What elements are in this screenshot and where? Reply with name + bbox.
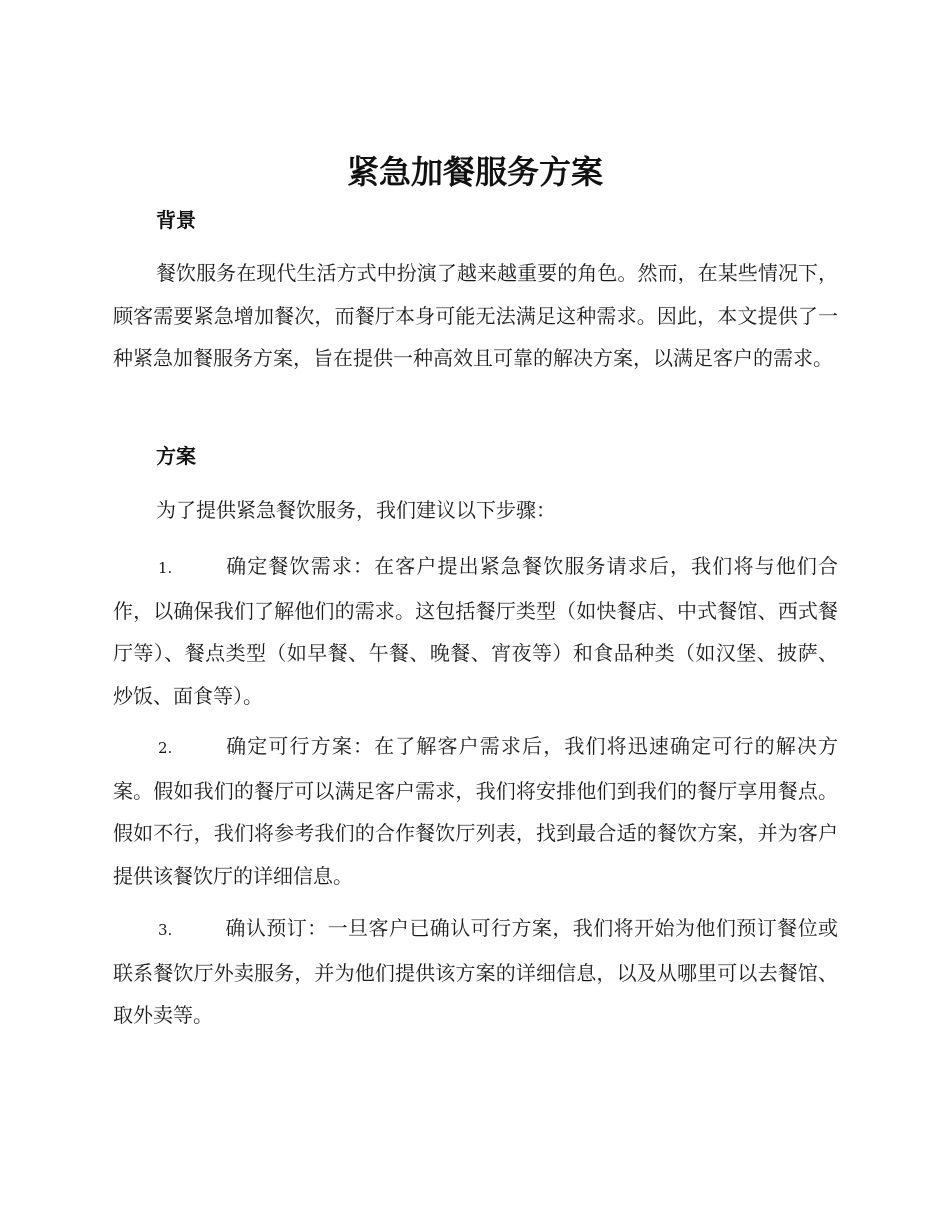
- plan-intro-paragraph: 为了提供紧急餐饮服务，我们建议以下步骤：: [156, 498, 556, 522]
- section-heading-background: 背景: [156, 208, 196, 232]
- list-item-number: 2.: [158, 739, 173, 757]
- section-heading-plan: 方案: [156, 444, 196, 468]
- list-item: [113, 545, 838, 717]
- list-item-text: 确定可行方案：在了解客户需求后，我们将迅速确定可行的解决方案。假如我们的餐厅可以满足客户需求，我们将安排他们到我们的餐厅享用餐点。假如不行，我们将参考我们的合作餐饮厅列表，找到最合适的餐饮方案，并为客户提供该餐饮厅的详细信息。: [113, 734, 838, 888]
- list-item-number: 3.: [158, 921, 173, 939]
- list-item: [113, 725, 838, 897]
- list-item-text: 确定餐饮需求：在客户提出紧急餐饮服务请求后，我们将与他们合作，以确保我们了解他们的需求。这包括餐厅类型（如快餐店、中式餐馆、西式餐厅等）、餐点类型（如早餐、午餐、晚餐、宵夜等）和食品种类（如汉堡、披萨、炒饭、面食等）。: [113, 554, 838, 708]
- document-title: 紧急加餐服务方案: [346, 153, 603, 191]
- list-item: [113, 907, 838, 1037]
- list-item-text: 确认预订：一旦客户已确认可行方案，我们将开始为他们预订餐位或联系餐饮厅外卖服务，并为他们提供该方案的详细信息，以及从哪里可以去餐馆、取外卖等。: [113, 916, 838, 1027]
- background-paragraph: 餐饮服务在现代生活方式中扮演了越来越重要的角色。然而，在某些情况下，顾客需要紧急增加餐次，而餐厅本身可能无法满足这种需求。因此，本文提供了一种紧急加餐服务方案，旨在提供一种高效且可靠的解决方案，以满足客户的需求。: [113, 261, 838, 370]
- list-item-number: 1.: [158, 559, 173, 577]
